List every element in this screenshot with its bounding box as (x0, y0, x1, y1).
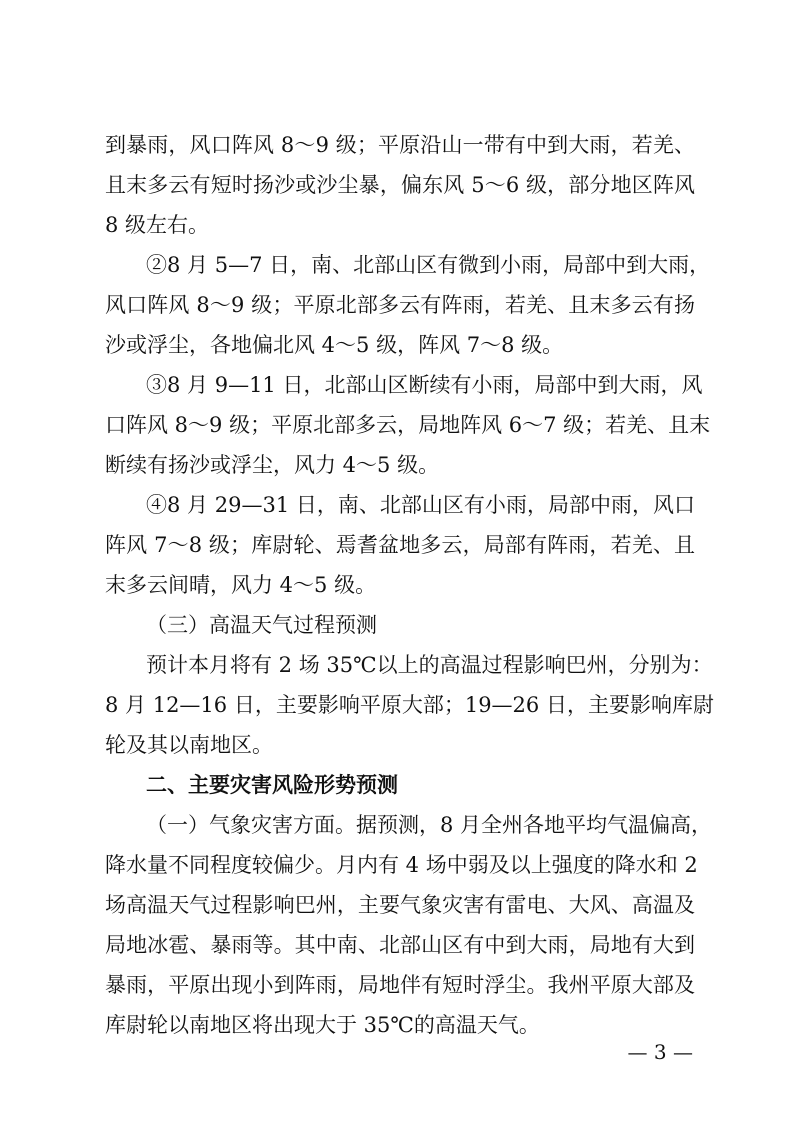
paragraph-line: 断续有扬沙或浮尘，风力 4～5 级。 (105, 453, 440, 477)
paragraph-line: 库尉轮以南地区将出现大于 35℃的高温天气。 (105, 1013, 540, 1037)
paragraph-line: 局地冰雹、暴雨等。其中南、北部山区有中到大雨，局地有大到 (105, 933, 695, 957)
paragraph-line: （一）气象灾害方面。据预测，8 月全州各地平均气温偏高， (146, 813, 713, 837)
paragraph-line: 末多云间晴，风力 4～5 级。 (105, 573, 377, 597)
paragraph-line: ②8 月 5—7 日，南、北部山区有微到小雨，局部中到大雨， (146, 253, 711, 277)
paragraph-line: 到暴雨，风口阵风 8～9 级；平原沿山一带有中到大雨，若羌、 (105, 133, 695, 157)
paragraph-line: ④8 月 29—31 日，南、北部山区有小雨，局部中雨，风口 (146, 493, 695, 517)
section-heading: 二、主要灾害风险形势预测 (146, 773, 398, 797)
paragraph-line: 且末多云有短时扬沙或沙尘暴，偏东风 5～6 级，部分地区阵风 (105, 173, 695, 197)
paragraph-line: 口阵风 8～9 级；平原北部多云，局地阵风 6～7 级；若羌、且末 (105, 413, 711, 437)
paragraph-line: 8 级左右。 (105, 213, 210, 237)
paragraph-line: 降水量不同程度较偏少。月内有 4 场中弱及以上强度的降水和 2 (105, 853, 698, 877)
section-heading: （三）高温天气过程预测 (146, 613, 377, 637)
page-number: — 3 — (627, 1040, 693, 1064)
paragraph-line: 阵风 7～8 级；库尉轮、焉耆盆地多云，局部有阵雨，若羌、且 (105, 533, 695, 557)
paragraph-line: 预计本月将有 2 场 35℃以上的高温过程影响巴州，分别为： (146, 653, 713, 677)
paragraph-line: 风口阵风 8～9 级；平原北部多云有阵雨，若羌、且末多云有扬 (105, 293, 695, 317)
paragraph-line: ③8 月 9—11 日，北部山区断续有小雨，局部中到大雨，风 (146, 373, 703, 397)
paragraph-line: 8 月 12—16 日，主要影响平原大部；19—26 日，主要影响库尉 (105, 693, 714, 717)
paragraph-line: 轮及其以南地区。 (105, 733, 273, 757)
paragraph-line: 沙或浮尘，各地偏北风 4～5 级，阵风 7～8 级。 (105, 333, 564, 357)
paragraph-line: 场高温天气过程影响巴州，主要气象灾害有雷电、大风、高温及 (105, 893, 695, 917)
paragraph-line: 暴雨，平原出现小到阵雨，局地伴有短时浮尘。我州平原大部及 (105, 973, 695, 997)
